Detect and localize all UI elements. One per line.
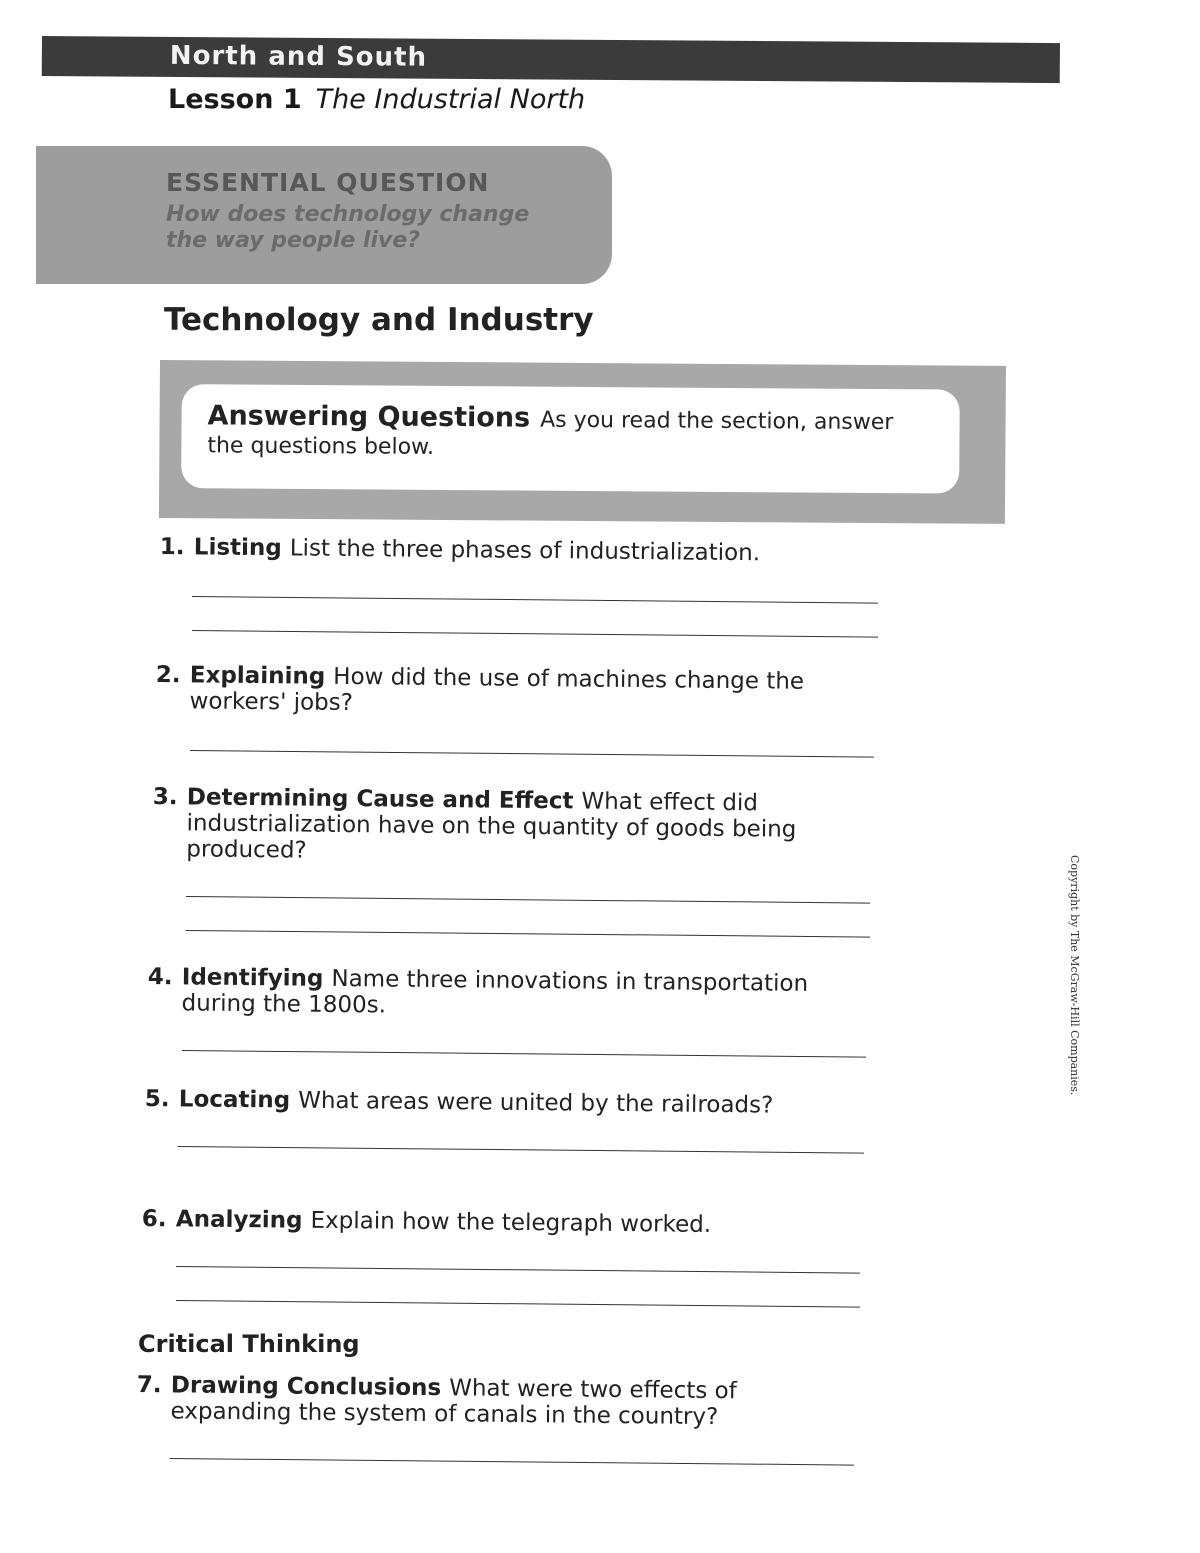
lesson-title: The Industrial North: [315, 84, 586, 115]
question-skill: Listing: [193, 534, 282, 562]
question-skill: Determining Cause and Effect: [186, 784, 574, 815]
question-6: [142, 1206, 712, 1238]
question-skill: Identifying: [181, 964, 324, 992]
answer-line[interactable]: [182, 1050, 866, 1058]
answer-line[interactable]: [190, 750, 874, 758]
copyright-notice: Copyright by The McGraw-Hill Companies.: [1068, 855, 1081, 1096]
question-number: 6.: [141, 1206, 167, 1233]
critical-thinking-heading: Critical Thinking: [138, 1330, 360, 1358]
question-skill: Locating: [178, 1086, 291, 1114]
section-title: Technology and Industry: [164, 302, 594, 338]
question-4: [147, 964, 808, 1023]
question-number: 2.: [155, 662, 181, 689]
answer-line[interactable]: [192, 596, 878, 604]
answer-line[interactable]: [176, 1266, 860, 1274]
answer-line[interactable]: [170, 1458, 854, 1466]
unit-title: North and South: [169, 40, 428, 73]
question-5: [145, 1086, 774, 1119]
lesson-heading: [168, 84, 585, 115]
question-3: [152, 784, 797, 869]
answer-line[interactable]: [186, 930, 870, 938]
question-text-continued: produced?: [186, 836, 307, 864]
question-skill: Analyzing: [175, 1206, 303, 1234]
answer-line[interactable]: [192, 630, 878, 638]
question-1: [160, 534, 761, 566]
essential-question-heading: ESSENTIAL QUESTION: [166, 168, 490, 197]
answer-line[interactable]: [186, 896, 870, 904]
question-skill: Drawing Conclusions: [170, 1372, 442, 1402]
answer-line[interactable]: [178, 1146, 864, 1154]
essential-question-box: [36, 146, 612, 284]
instructions-heading: Answering Questions: [207, 400, 531, 434]
lesson-label: Lesson 1: [168, 84, 302, 115]
question-text: Explain how the telegraph worked.: [310, 1207, 712, 1238]
instructions-box: [159, 360, 1006, 524]
question-number: 3.: [152, 784, 178, 811]
question-text: Name three innovations in transportation: [331, 965, 809, 997]
instructions-panel: [181, 384, 960, 493]
question-number: 1.: [159, 534, 185, 561]
answer-line[interactable]: [176, 1300, 860, 1308]
question-text: How did the use of machines change the: [333, 663, 805, 695]
question-skill: Explaining: [189, 662, 326, 690]
question-text: What were two effects of: [449, 1375, 737, 1405]
question-number: 5.: [144, 1086, 170, 1113]
question-text-continued: industrialization have on the quantity of goods being: [186, 810, 797, 843]
question-7: [136, 1372, 736, 1430]
unit-header-bar: [42, 36, 1060, 83]
question-text-continued: during the 1800s.: [181, 990, 387, 1019]
question-number: 4.: [147, 964, 173, 991]
question-number: 7.: [136, 1372, 162, 1399]
question-text: What areas were united by the railroads?: [298, 1087, 774, 1119]
essential-question-text: How does technology change the way people live?: [166, 202, 530, 253]
question-2: [155, 662, 804, 721]
question-text: What effect did: [581, 788, 759, 817]
question-text-continued: workers' jobs?: [189, 688, 354, 717]
instructions-text: As you read the section, answer the questions below.: [207, 407, 894, 460]
question-text-continued: expanding the system of canals in the country?: [170, 1398, 719, 1431]
question-text: List the three phases of industrialization.: [289, 535, 761, 567]
